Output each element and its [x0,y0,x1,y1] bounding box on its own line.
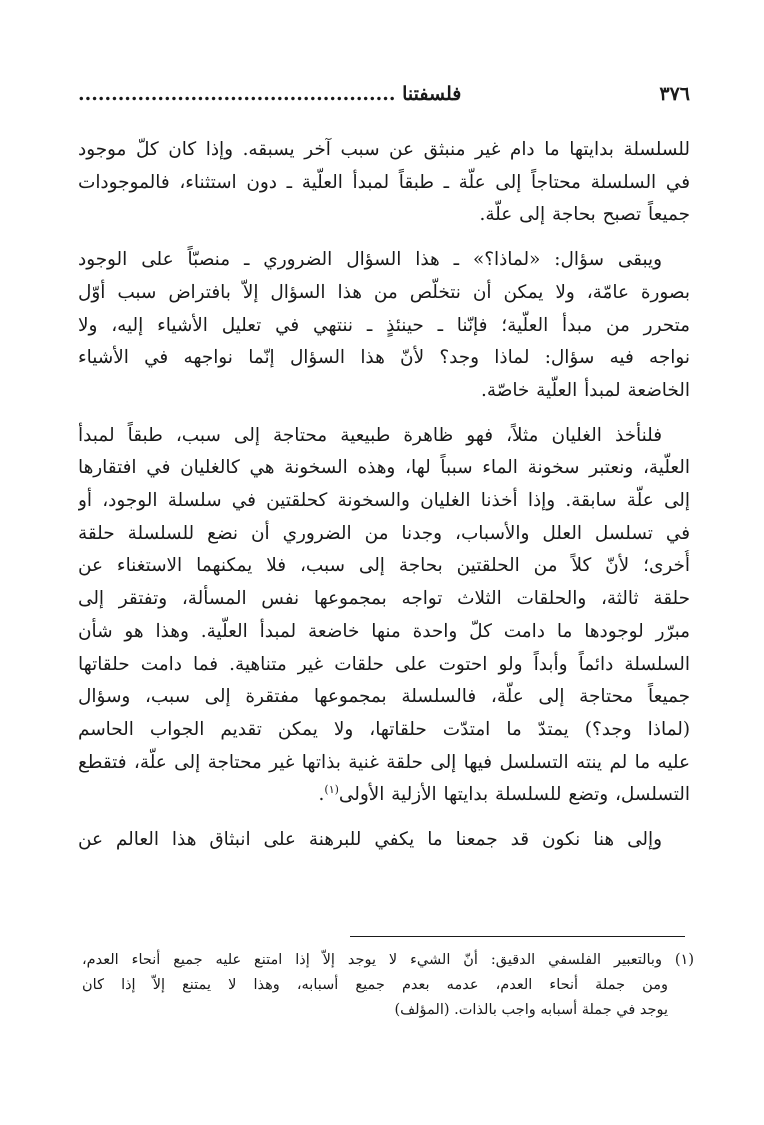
text-line: نواجه فيه سؤال: لماذا وجد؟ لأنّ هذا السؤال إنّما نواجهه في الأشياء [78,347,690,369]
text-line: السلسلة دائماً وأبداً ولو احتوت على حلقات غير متناهية. فما دامت حلقاتها [78,653,690,675]
text-line-with-footnote [78,779,690,812]
text-line: حلقة ثالثة، والحلقات الثلاث تواجه بمجموعها نفس المسألة، وتفتقر إلى [78,588,690,610]
text-line: متحرر من مبدأ العلّية؛ فإنّنا ـ حينئذٍ ـ ننتهي في تعليل الأشياء إليه، ولا [78,314,690,336]
text-line: أُخرى؛ لأنّ كلاً من الحلقتين بحاجة إلى سبب، فلا يمكنهما الاستغناء عن [78,555,690,577]
footnote-ref: (١) [324,783,339,797]
text-line: في السلسلة محتاجاً إلى علّة ـ طبقاً لمبدأ العلّية ـ دون استثناء، فالموجودات [78,171,690,193]
running-title: فلسفتنا ................................................ [78,83,462,105]
footnote-line: (١) وبالتعبير الفلسفي الدقيق: أنّ الشيء لا يوجد إلاّ إذا امتنع عليه جميع أنحاء العدم، [82,952,694,968]
text-line: وإلى هنا نكون قد جمعنا ما يكفي للبرهنة على انبثاق هذا العالم عن [78,829,662,851]
text-line: ويبقى سؤال: «لماذا؟» ـ هذا السؤال الضروري ـ منصبّاً على الوجود [78,249,662,271]
text-line: عليه ما لم ينته التسلسل فيها إلى حلقة غنية بذاتها غير محتاجة إلى علّة، فتقطع [78,751,690,773]
page-header [78,80,690,108]
paragraph-3 [78,420,690,812]
text-line: العلّية، ونعتبر سخونة الماء سبباً لها، وهذه السخونة هي كالغليان في افتقارها [78,457,690,479]
footnote-line: يوجد في جملة أسبابه واجب بالذات. (المؤلف) [394,1002,668,1018]
text-line: بصورة عامّة، ولا يمكن أن نتخلّص من هذا السؤال إلاّ بافتراض سبب أوّل [78,281,690,303]
page-number: ٣٧٦ [659,83,690,105]
text-line: مبرّر لوجودها ما دامت كلّ واحدة منها خاضعة لمبدأ العلّية. وهذا هو شأن [78,620,690,642]
text-line: التسلسل، وتضع للسلسلة بدايتها الأزلية الأولى [338,784,690,806]
book-page [78,80,690,869]
paragraph-1 [78,134,690,232]
footnote [82,948,694,1023]
end-punct: . [318,784,325,806]
footnote-divider [350,936,685,937]
text-line: جميعاً تصبح بحاجة إلى علّة. [479,204,690,226]
paragraph-2 [78,244,690,408]
text-line: الخاضعة لمبدأ العلّية خاصّة. [481,379,690,401]
text-line: جميعاً محتاجة إلى علّة، فالسلسلة بمجموعها مفتقرة إلى سبب، وسؤال [78,686,690,708]
text-line: إلى علّة سابقة. وإذا أخذنا الغليان والسخونة كحلقتين في سلسلة الوجود، أو [78,490,690,512]
text-line: (لماذا وجد؟) يمتدّ ما امتدّت حلقاتها، ولا يمكن تقديم الجواب الحاسم [78,718,690,740]
paragraph-4 [78,824,690,857]
text-line: فلنأخذ الغليان مثلاً، فهو ظاهرة طبيعية محتاجة إلى سبب، طبقاً لمبدأ [78,424,662,446]
text-line: في تسلسل العلل والأسباب، وجدنا من الضروري أن نضع للسلسلة حلقة [78,522,690,544]
text-line: للسلسلة بدايتها ما دام غير منبثق عن سبب آخر يسبقه. وإذا كان كلّ موجود [78,139,690,160]
footnote-line: ومن جملة أنحاء العدم، عدمه بعدم جميع أسبابه، وهذا لا يمتنع إلاّ إذا كان [82,977,668,993]
